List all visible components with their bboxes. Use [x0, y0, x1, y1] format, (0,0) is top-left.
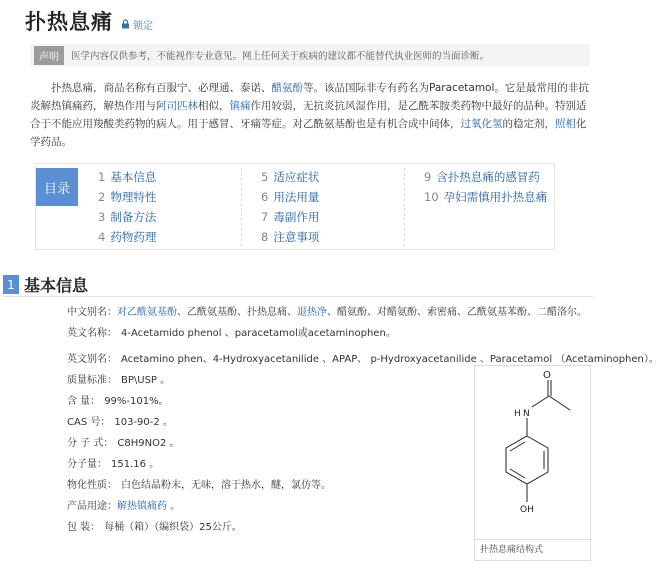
toc-item[interactable]: [98, 187, 156, 207]
info-key: 包 装：: [67, 522, 101, 533]
lock-icon: [121, 19, 130, 29]
page-title: 扑热息痛: [25, 10, 113, 34]
atom-oh: OH: [520, 505, 534, 515]
toc-column: [98, 167, 156, 247]
toc-item-number: 9: [424, 170, 432, 184]
disclaimer-tag: 声明: [34, 46, 64, 65]
info-value: Acetamino phen、4-Hydroxyacetanilide 、APAP、 p-Hydroxyacetanilide 、Paracetamol （Acetaminophen）。: [121, 354, 659, 365]
toc-item-number: 3: [98, 210, 106, 224]
toc-item-number: 2: [98, 190, 106, 204]
info-key: 物化性质：: [67, 480, 117, 491]
intro-text: 作用较弱，无抗炎抗风湿作用，是乙酰苯胺类药物中最好的品种。特别适合于不能应用羧酸类药物的病人。用于感冒、牙痛等症。对乙酰氨基酚也是有机合成中间体，: [30, 100, 587, 130]
link-photography[interactable]: 照相: [555, 118, 576, 130]
info-key: CAS 号：: [67, 417, 111, 428]
toc-item[interactable]: [98, 207, 156, 227]
toc-item-label: 物理特性: [110, 190, 157, 204]
info-key: 中文别名：: [67, 307, 117, 318]
info-value: 、乙酰氨基酚、扑热息痛、: [177, 307, 297, 318]
toc-item[interactable]: [261, 227, 319, 247]
info-value: 白色结晶粉末，无味，溶于热水，醚，氯仿等。: [121, 480, 331, 491]
info-key: 质量标准：: [67, 375, 117, 386]
intro-text: 扑热息痛，商品名称有百服宁、必理通、泰诺、: [51, 82, 272, 94]
link-aspirin[interactable]: 阿司匹林: [156, 100, 198, 112]
info-value: C8H9NO2 。: [117, 438, 180, 449]
toc-item-label: 药物药理: [110, 230, 157, 244]
info-key: 产品用途：: [67, 501, 117, 512]
info-key: 含 量：: [67, 396, 101, 407]
toc-item-number: 7: [261, 210, 269, 224]
table-of-contents: [35, 163, 555, 250]
toc-divider: [404, 168, 405, 246]
info-value: 99%-101%。: [104, 396, 169, 407]
atom-o: O: [543, 370, 551, 381]
intro-text: 化学药品。: [30, 118, 587, 148]
structure-diagram: [475, 366, 590, 540]
toc-item[interactable]: [261, 207, 319, 227]
intro-text: 等。该品国际非专有药名为Paracetamol。它是最常用的非抗炎解热镇痛药，解热作用与: [30, 82, 589, 112]
link-tuirejing[interactable]: 退热净: [297, 307, 327, 318]
info-value: 151.16 。: [111, 459, 160, 470]
intro-text: 相似，: [198, 100, 230, 112]
toc-column: [424, 167, 547, 207]
info-row-en-name: [67, 323, 607, 344]
disclaimer-bar: [30, 44, 590, 66]
toc-item[interactable]: [424, 167, 547, 187]
toc-column: [261, 167, 319, 247]
toc-item-label: 制备方法: [110, 210, 157, 224]
toc-item[interactable]: [261, 187, 319, 207]
toc-item-label: 毒副作用: [273, 210, 320, 224]
lock-link[interactable]: [121, 17, 153, 32]
toc-item-number: 8: [261, 230, 269, 244]
toc-item-number: 4: [98, 230, 106, 244]
toc-item[interactable]: [424, 187, 547, 207]
toc-item-number: 10: [424, 190, 439, 204]
lock-label: 锁定: [133, 20, 153, 32]
disclaimer-text: 医学内容仅供参考，不能视作专业意见。网上任何关于疾病的建议都不能替代执业医师的当面诊断。: [71, 51, 490, 62]
toc-item-label: 用法用量: [273, 190, 320, 204]
link-cuanfen[interactable]: 醋氨酚: [271, 82, 303, 94]
info-value: 4-Acetamido phenol 、paracetamol或acetaminophen。: [121, 328, 396, 339]
section-title: 基本信息: [24, 276, 89, 295]
atom-h: H: [514, 409, 521, 419]
toc-item-label: 孕妇需慎用扑热息痛: [443, 190, 548, 204]
info-value: 每桶（箱）（编织袋）25公斤。: [104, 522, 242, 533]
section-number: 1: [3, 275, 19, 294]
toc-item-label: 含扑热息痛的感冒药: [436, 170, 540, 184]
link-zhentong[interactable]: 镇痛: [229, 100, 251, 112]
info-value: 。: [167, 501, 181, 512]
toc-item[interactable]: [98, 227, 156, 247]
page-header: [25, 6, 153, 36]
figure-caption: 扑热息痛结构式: [475, 539, 590, 560]
toc-item-number: 1: [98, 170, 106, 184]
toc-item-label: 注意事项: [273, 230, 320, 244]
info-row-cn-alias: [67, 302, 607, 323]
info-value: 、醋氨酚、对醋氨酚、索密痛、乙酰氨基苯酚、二醋洛尔。: [327, 307, 587, 318]
info-value: 103-90-2 。: [114, 417, 173, 428]
link-analgesic[interactable]: 解热镇痛药: [117, 501, 167, 512]
toc-item-label: 基本信息: [110, 170, 157, 184]
toc-divider: [241, 168, 242, 246]
info-key: 分子量：: [67, 459, 107, 470]
toc-item-label: 适应症状: [273, 170, 320, 184]
section-heading: [3, 273, 593, 297]
toc-item-number: 6: [261, 190, 269, 204]
info-key: 分 子 式：: [67, 438, 114, 449]
atom-n: N: [523, 409, 530, 419]
toc-item[interactable]: [261, 167, 319, 187]
info-key: 英文别名：: [67, 354, 117, 365]
intro-summary: [30, 79, 590, 151]
toc-item[interactable]: [98, 167, 156, 187]
info-value: BP\USP 。: [121, 375, 171, 386]
intro-paragraph: [30, 79, 590, 151]
info-key: 英文名称：: [67, 328, 117, 339]
link-acetaminophen[interactable]: 对乙酰氨基酚: [117, 307, 177, 318]
toc-label: 目录: [36, 168, 78, 206]
link-hydrogen-peroxide[interactable]: 过氧化氢: [460, 118, 503, 130]
intro-text: 的稳定剂，: [502, 118, 555, 130]
toc-item-number: 5: [261, 170, 269, 184]
structure-figure[interactable]: [474, 365, 591, 561]
